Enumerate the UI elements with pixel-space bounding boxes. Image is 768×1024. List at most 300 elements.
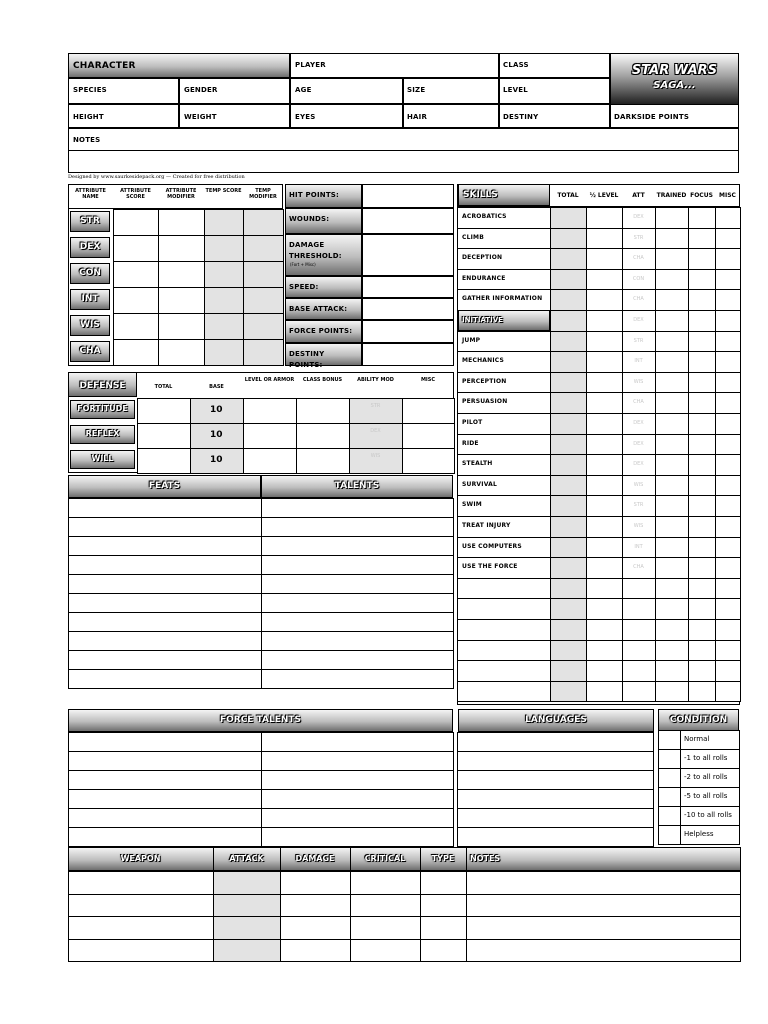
skill-cell[interactable]: [550, 537, 587, 559]
skill-cell[interactable]: [586, 310, 623, 332]
skill-name-cell: [457, 660, 551, 682]
language-row-cell[interactable]: [457, 808, 654, 828]
destiny-points-field[interactable]: [362, 343, 454, 366]
force-talent-cell-left[interactable]: [68, 751, 262, 771]
skill-name: MECHANICS: [462, 357, 505, 365]
skill-cell[interactable]: [688, 310, 716, 332]
skill-cell[interactable]: [655, 434, 689, 456]
skill-cell[interactable]: [586, 413, 623, 435]
skill-cell[interactable]: [688, 640, 716, 662]
weapon-cell[interactable]: [213, 871, 281, 895]
force-talent-cell-left[interactable]: [68, 770, 262, 790]
skill-cell[interactable]: [622, 598, 656, 620]
condition-label: -5 to all rolls: [684, 792, 728, 800]
skill-cell[interactable]: [688, 578, 716, 600]
skill-name: GATHER INFORMATION: [462, 295, 543, 303]
condition-label: -1 to all rolls: [684, 754, 728, 762]
skill-cell[interactable]: [688, 228, 716, 250]
condition-title: CONDITION: [669, 715, 728, 725]
weapon-col-header: ATTACK: [229, 854, 264, 863]
skill-cell[interactable]: [688, 413, 716, 435]
skill-cell[interactable]: [655, 516, 689, 538]
skill-name-cell: [457, 578, 551, 600]
skill-cell[interactable]: [586, 681, 623, 703]
force-talent-cell-left[interactable]: [68, 808, 262, 828]
hair-label: HAIR: [407, 113, 428, 121]
skill-cell[interactable]: [715, 413, 741, 435]
attr-value-cell[interactable]: [204, 209, 244, 236]
skill-att-ghost: DEX: [633, 420, 644, 426]
weapon-cell[interactable]: [466, 916, 741, 940]
skill-cell[interactable]: [715, 537, 741, 559]
skill-cell[interactable]: [622, 578, 656, 600]
skill-cell[interactable]: [655, 660, 689, 682]
weapon-cell[interactable]: [68, 894, 214, 918]
skill-cell[interactable]: [586, 475, 623, 497]
attr-value-cell[interactable]: [113, 261, 159, 288]
condition-check-cell[interactable]: [658, 730, 681, 750]
skill-cell[interactable]: [688, 207, 716, 229]
attr-value-cell[interactable]: [158, 209, 205, 236]
condition-label: -10 to all rolls: [684, 811, 732, 819]
talent-row-cell[interactable]: [261, 631, 454, 651]
skill-cell[interactable]: [550, 557, 587, 579]
skill-cell[interactable]: [688, 516, 716, 538]
skill-cell[interactable]: [715, 681, 741, 703]
skills-title: SKILLS: [463, 190, 498, 200]
skill-col-header: ATT: [632, 192, 645, 199]
talent-row-cell[interactable]: [261, 593, 454, 613]
attr-value-cell[interactable]: [243, 313, 284, 340]
weapon-cell[interactable]: [466, 939, 741, 963]
skill-name: SURVIVAL: [462, 480, 497, 488]
eyes-label: EYES: [295, 113, 316, 121]
skill-cell[interactable]: [586, 660, 623, 682]
skill-cell[interactable]: [688, 331, 716, 353]
destiny-label: DESTINY: [503, 113, 539, 121]
defense-cell[interactable]: [137, 398, 191, 424]
skill-cell[interactable]: [715, 351, 741, 373]
skill-cell[interactable]: [688, 351, 716, 373]
skill-cell[interactable]: [550, 289, 587, 311]
feat-row-cell[interactable]: [68, 669, 262, 689]
talent-row-cell[interactable]: [261, 669, 454, 689]
skill-att-ghost: WIS: [633, 523, 644, 529]
attr-name: CON: [79, 268, 101, 278]
skill-name-cell: [457, 598, 551, 620]
skill-cell[interactable]: [655, 228, 689, 250]
skill-cell[interactable]: [688, 660, 716, 682]
skill-cell[interactable]: [688, 289, 716, 311]
condition-check-cell[interactable]: [658, 787, 681, 807]
skill-cell[interactable]: [586, 598, 623, 620]
skill-cell[interactable]: [655, 331, 689, 353]
weapon-cell[interactable]: [213, 916, 281, 940]
weapon-cell[interactable]: [420, 871, 467, 895]
skill-cell[interactable]: [586, 434, 623, 456]
defense-cell[interactable]: [243, 448, 297, 474]
skill-cell[interactable]: [715, 392, 741, 414]
class-label: CLASS: [503, 61, 529, 69]
attr-value-cell[interactable]: [243, 261, 284, 288]
skill-cell[interactable]: [655, 619, 689, 641]
weapon-cell[interactable]: [466, 894, 741, 918]
darkside-points-label: DARKSIDE POINTS: [614, 113, 690, 121]
defense-base-value: 10: [210, 455, 223, 465]
skill-cell[interactable]: [586, 248, 623, 270]
language-row-cell[interactable]: [457, 751, 654, 771]
skill-cell[interactable]: [715, 578, 741, 600]
skill-cell[interactable]: [655, 454, 689, 476]
base-attack-field[interactable]: [362, 298, 454, 320]
skill-cell[interactable]: [550, 248, 587, 270]
attr-value-cell[interactable]: [204, 235, 244, 262]
defense-ability-ghost: DEX: [370, 428, 381, 434]
skill-cell[interactable]: [550, 413, 587, 435]
attr-value-cell[interactable]: [113, 313, 159, 340]
defense-cell[interactable]: [402, 423, 455, 449]
skill-cell[interactable]: [550, 351, 587, 373]
skill-cell[interactable]: [715, 228, 741, 250]
condition-check-cell[interactable]: [658, 768, 681, 788]
skill-cell[interactable]: [550, 495, 587, 517]
skill-cell[interactable]: [688, 475, 716, 497]
skill-cell[interactable]: [715, 372, 741, 394]
defense-cell[interactable]: [296, 448, 350, 474]
skill-cell[interactable]: [715, 640, 741, 662]
weapon-cell[interactable]: [68, 916, 214, 940]
skill-cell[interactable]: [586, 269, 623, 291]
skill-cell[interactable]: [688, 681, 716, 703]
damage-threshold-field[interactable]: [362, 234, 454, 276]
force-talent-cell-right[interactable]: [261, 732, 454, 752]
skill-cell[interactable]: [715, 660, 741, 682]
skill-cell[interactable]: [688, 248, 716, 270]
skill-att-ghost: CHA: [633, 296, 644, 303]
star-wars-saga-logo: [610, 53, 739, 105]
attr-value-cell[interactable]: [158, 313, 205, 340]
skill-cell[interactable]: [655, 578, 689, 600]
skill-cell[interactable]: [622, 660, 656, 682]
skill-cell[interactable]: [688, 598, 716, 620]
feat-row-cell[interactable]: [68, 555, 262, 575]
defense-cell[interactable]: [402, 448, 455, 474]
skill-att-ghost: INT: [634, 543, 643, 550]
skill-col-header: TRAINED: [656, 192, 687, 199]
weapon-col-header: TYPE: [431, 854, 455, 863]
force-talent-cell-right[interactable]: [261, 808, 454, 828]
skill-cell[interactable]: [655, 392, 689, 414]
skill-cell[interactable]: [715, 598, 741, 620]
feat-row-cell[interactable]: [68, 498, 262, 518]
attr-value-cell[interactable]: [243, 209, 284, 236]
skill-att-ghost: STR: [633, 337, 644, 344]
skill-cell[interactable]: [586, 454, 623, 476]
skill-cell[interactable]: [622, 619, 656, 641]
skill-cell[interactable]: [715, 434, 741, 456]
talent-row-cell[interactable]: [261, 650, 454, 670]
skill-att-ghost: INT: [634, 358, 643, 365]
attr-value-cell[interactable]: [113, 235, 159, 262]
skill-cell[interactable]: [715, 454, 741, 476]
weapon-cell[interactable]: [350, 894, 421, 918]
skill-cell[interactable]: [655, 495, 689, 517]
feat-row-cell[interactable]: [68, 536, 262, 556]
attr-value-cell[interactable]: [243, 287, 284, 314]
skill-cell[interactable]: [550, 619, 587, 641]
skill-cell[interactable]: [715, 310, 741, 332]
attr-value-cell[interactable]: [243, 339, 284, 366]
weapon-cell[interactable]: [280, 939, 351, 963]
notes-divider: [68, 150, 739, 151]
skill-cell[interactable]: [715, 619, 741, 641]
attr-name: WIS: [80, 320, 100, 330]
weapon-cell[interactable]: [213, 894, 281, 918]
defense-cell[interactable]: [349, 448, 403, 474]
skill-col-header: MISC: [719, 192, 736, 199]
force-talent-cell-right[interactable]: [261, 751, 454, 771]
force-talent-cell-left[interactable]: [68, 732, 262, 752]
defense-base-value: 10: [210, 430, 223, 440]
gender-label: GENDER: [184, 86, 218, 94]
force-talent-cell-right[interactable]: [261, 827, 454, 847]
skill-cell[interactable]: [688, 434, 716, 456]
skill-cell[interactable]: [688, 537, 716, 559]
skill-att-ghost: DEX: [633, 317, 644, 323]
weapon-cell[interactable]: [420, 916, 467, 940]
skill-cell[interactable]: [715, 331, 741, 353]
skill-cell[interactable]: [550, 310, 587, 332]
condition-label: Normal: [684, 735, 710, 743]
skill-cell[interactable]: [715, 248, 741, 270]
skill-cell[interactable]: [688, 619, 716, 641]
skill-cell[interactable]: [586, 495, 623, 517]
weapon-cell[interactable]: [350, 939, 421, 963]
skill-cell[interactable]: [586, 557, 623, 579]
skill-cell[interactable]: [622, 681, 656, 703]
defense-cell[interactable]: [296, 423, 350, 449]
wounds-field[interactable]: [362, 208, 454, 234]
defense-cell[interactable]: [296, 398, 350, 424]
skill-cell[interactable]: [550, 269, 587, 291]
skill-att-ghost: CHA: [633, 564, 644, 571]
weapon-cell[interactable]: [466, 871, 741, 895]
feat-row-cell[interactable]: [68, 612, 262, 632]
language-row-cell[interactable]: [457, 732, 654, 752]
hit-points-label: HIT POINTS:: [289, 191, 340, 199]
weapon-cell[interactable]: [280, 916, 351, 940]
attr-name: DEX: [79, 242, 101, 252]
weight-label: WEIGHT: [184, 113, 217, 121]
skill-cell[interactable]: [550, 598, 587, 620]
defense-header: DEFENSE: [79, 381, 126, 391]
attr-value-cell[interactable]: [204, 313, 244, 340]
skill-cell[interactable]: [715, 495, 741, 517]
skill-cell[interactable]: [715, 289, 741, 311]
skill-cell[interactable]: [655, 557, 689, 579]
skill-cell[interactable]: [715, 557, 741, 579]
skill-cell[interactable]: [586, 207, 623, 229]
skill-cell[interactable]: [550, 640, 587, 662]
skill-cell[interactable]: [586, 289, 623, 311]
feat-row-cell[interactable]: [68, 631, 262, 651]
attr-value-cell[interactable]: [204, 339, 244, 366]
attr-value-cell[interactable]: [158, 339, 205, 366]
condition-label: Helpless: [684, 830, 714, 838]
attr-col-header: ATTRIBUTE MODIFIER: [165, 188, 197, 200]
skill-cell[interactable]: [715, 516, 741, 538]
skill-cell[interactable]: [586, 351, 623, 373]
logo-title: STAR WARS: [631, 63, 718, 78]
force-talent-cell-right[interactable]: [261, 770, 454, 790]
weapon-cell[interactable]: [350, 916, 421, 940]
skill-cell[interactable]: [550, 475, 587, 497]
attr-value-cell[interactable]: [243, 235, 284, 262]
weapon-cell[interactable]: [420, 939, 467, 963]
skill-cell[interactable]: [688, 392, 716, 414]
skill-cell[interactable]: [655, 537, 689, 559]
force-points-field[interactable]: [362, 320, 454, 343]
skill-name: RIDE: [462, 439, 479, 447]
defense-cell[interactable]: [243, 398, 297, 424]
condition-check-cell[interactable]: [658, 749, 681, 769]
weapon-cell[interactable]: [350, 871, 421, 895]
skill-cell[interactable]: [655, 351, 689, 373]
skill-cell[interactable]: [622, 640, 656, 662]
skill-cell[interactable]: [688, 495, 716, 517]
skill-cell[interactable]: [586, 619, 623, 641]
skill-cell[interactable]: [550, 681, 587, 703]
skill-att-ghost: CHA: [633, 399, 644, 406]
skill-cell[interactable]: [586, 578, 623, 600]
attr-value-cell[interactable]: [204, 287, 244, 314]
defense-cell[interactable]: [349, 423, 403, 449]
skill-cell[interactable]: [550, 392, 587, 414]
skill-cell[interactable]: [655, 640, 689, 662]
attr-value-cell[interactable]: [204, 261, 244, 288]
skill-cell[interactable]: [550, 516, 587, 538]
skill-cell[interactable]: [655, 289, 689, 311]
skill-cell[interactable]: [688, 269, 716, 291]
skill-name: ENDURANCE: [462, 274, 506, 282]
skill-cell[interactable]: [715, 475, 741, 497]
skill-cell[interactable]: [586, 537, 623, 559]
force-talent-cell-right[interactable]: [261, 789, 454, 809]
force-talent-cell-left[interactable]: [68, 827, 262, 847]
defense-name: FORTITUDE: [77, 404, 128, 413]
feat-row-cell[interactable]: [68, 517, 262, 537]
skill-cell[interactable]: [586, 392, 623, 414]
talent-row-cell[interactable]: [261, 574, 454, 594]
defense-cell[interactable]: [243, 423, 297, 449]
condition-check-cell[interactable]: [658, 825, 681, 845]
skill-att-ghost: CON: [632, 275, 645, 282]
weapon-cell[interactable]: [280, 894, 351, 918]
language-row-cell[interactable]: [457, 789, 654, 809]
defense-cell[interactable]: [402, 398, 455, 424]
language-row-cell[interactable]: [457, 770, 654, 790]
skill-cell[interactable]: [586, 516, 623, 538]
attr-value-cell[interactable]: [113, 339, 159, 366]
feat-row-cell[interactable]: [68, 574, 262, 594]
feat-row-cell[interactable]: [68, 650, 262, 670]
skill-cell[interactable]: [550, 207, 587, 229]
talent-row-cell[interactable]: [261, 536, 454, 556]
weapon-cell[interactable]: [213, 939, 281, 963]
skill-cell[interactable]: [655, 248, 689, 270]
skill-cell[interactable]: [655, 269, 689, 291]
attr-value-cell[interactable]: [158, 235, 205, 262]
size-label: SIZE: [407, 86, 426, 94]
skill-cell[interactable]: [655, 372, 689, 394]
force-talent-cell-left[interactable]: [68, 789, 262, 809]
skill-cell[interactable]: [550, 372, 587, 394]
skill-cell[interactable]: [550, 578, 587, 600]
defense-cell[interactable]: [137, 448, 191, 474]
weapon-cell[interactable]: [68, 871, 214, 895]
skill-cell[interactable]: [550, 434, 587, 456]
skill-cell[interactable]: [655, 681, 689, 703]
defense-col-header: TOTAL: [154, 384, 173, 390]
skill-att-ghost: WIS: [633, 481, 644, 488]
skill-cell[interactable]: [586, 640, 623, 662]
skill-cell[interactable]: [715, 207, 741, 229]
skill-cell[interactable]: [655, 207, 689, 229]
skill-cell[interactable]: [715, 269, 741, 291]
attr-value-cell[interactable]: [158, 287, 205, 314]
force-points-label: FORCE POINTS:: [289, 327, 353, 335]
skill-cell[interactable]: [688, 557, 716, 579]
talent-row-cell[interactable]: [261, 612, 454, 632]
attr-value-cell[interactable]: [113, 287, 159, 314]
weapon-cell[interactable]: [68, 939, 214, 963]
attr-value-cell[interactable]: [113, 209, 159, 236]
skill-cell[interactable]: [550, 660, 587, 682]
skill-cell[interactable]: [550, 228, 587, 250]
skill-cell[interactable]: [688, 454, 716, 476]
skill-col-header: TOTAL: [557, 192, 579, 199]
weapon-cell[interactable]: [280, 871, 351, 895]
language-row-cell[interactable]: [457, 827, 654, 847]
skill-cell[interactable]: [655, 475, 689, 497]
skill-att-ghost: CHA: [633, 255, 644, 262]
weapon-cell[interactable]: [420, 894, 467, 918]
defense-name: WILL: [91, 454, 114, 463]
skill-cell[interactable]: [655, 310, 689, 332]
skill-cell[interactable]: [550, 331, 587, 353]
skill-cell[interactable]: [550, 454, 587, 476]
hit-points-field[interactable]: [362, 184, 454, 208]
talent-row-cell[interactable]: [261, 517, 454, 537]
player-label: PLAYER: [295, 61, 326, 69]
defense-ability-ghost: STR: [370, 403, 381, 409]
attr-value-cell[interactable]: [158, 261, 205, 288]
skill-cell[interactable]: [586, 372, 623, 394]
skill-cell[interactable]: [655, 598, 689, 620]
skill-cell[interactable]: [655, 413, 689, 435]
skill-cell[interactable]: [586, 228, 623, 250]
skill-cell[interactable]: [688, 372, 716, 394]
talent-row-cell[interactable]: [261, 555, 454, 575]
defense-cell[interactable]: [137, 423, 191, 449]
defense-cell[interactable]: [349, 398, 403, 424]
condition-check-cell[interactable]: [658, 806, 681, 826]
weapon-col-header: DAMAGE: [295, 854, 335, 863]
skill-cell[interactable]: [586, 331, 623, 353]
speed-field[interactable]: [362, 276, 454, 298]
talent-row-cell[interactable]: [261, 498, 454, 518]
feat-row-cell[interactable]: [68, 593, 262, 613]
